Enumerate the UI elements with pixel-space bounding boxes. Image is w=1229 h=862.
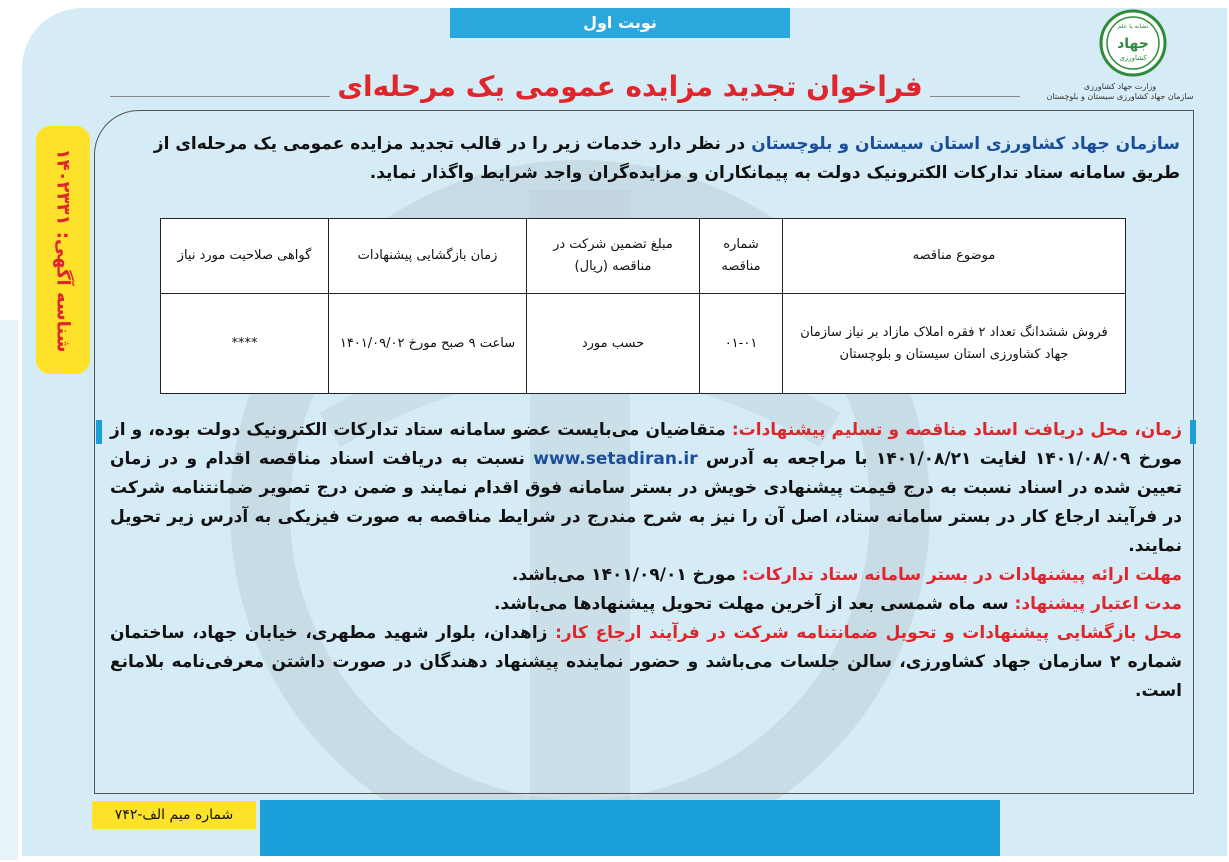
- section-marker-right: [1190, 420, 1196, 444]
- section-deadline-label: مهلت ارائه پیشنهادات در بستر سامانه ستاد تدارکات:: [741, 565, 1182, 585]
- section-opening-place-label: محل بازگشایی پیشنهادات و تحویل ضمانتنامه شرکت در فرآیند ارجاع کار:: [555, 623, 1182, 643]
- table-header-row: [161, 219, 1126, 294]
- section-documents-text-a: متقاضیان می‌بایست عضو سامانه ستاد تدارکات الکترونیک دولت بوده، و از مورخ ۱۴۰۱/۰۸/۰۹ لغایت ۱۴۰۱/۰۸/۲۱ با مراجعه به آدرس: [110, 420, 1182, 469]
- title-divider-left: [110, 96, 330, 97]
- ad-id-badge: [36, 126, 90, 374]
- intro-text: در نظر دارد خدمات زیر را در قالب تجدید مزایده عمومی یک مرحله‌ای از طریق سامانه ستاد تدارکات الکترونیک دولت به پیمانکاران و مزایده‌گران واجد شرایط واگذار نماید.: [153, 134, 1180, 183]
- table-header: گواهی صلاحیت مورد نیاز: [161, 219, 329, 294]
- left-margin-strip: [0, 320, 18, 860]
- table-cell-certificate: ****: [161, 294, 329, 394]
- logo-caption-org: سازمان جهاد کشاورزی سیستان و بلوچستان: [1046, 92, 1194, 101]
- ministry-logo: [1030, 8, 1210, 101]
- table-cell-number: ۰۱-۰۱: [700, 294, 783, 394]
- section-validity-text: سه ماه شمسی بعد از آخرین مهلت تحویل پیشنهادها می‌باشد.: [493, 594, 1015, 614]
- table-cell-subject: فروش ششدانگ تعداد ۲ فقره املاک مازاد بر نیاز سازمان جهاد کشاورزی استان سیستان و بلوچستان: [783, 294, 1126, 394]
- table-cell-opening-time: ساعت ۹ صبح مورخ ۱۴۰۱/۰۹/۰۲: [329, 294, 527, 394]
- section-documents: [110, 416, 1182, 561]
- intro-paragraph: [110, 130, 1180, 188]
- table-row: [161, 294, 1126, 394]
- ad-id-text: شناسه آگهی: ۱۴۰۲۳۳۱: [52, 148, 74, 352]
- section-validity: [110, 590, 1182, 619]
- footer-code-tag: شماره میم الف-۷۴۲: [92, 801, 256, 829]
- tender-table: [160, 218, 1126, 394]
- emblem-sub-text: کشاورزی: [1119, 54, 1147, 62]
- page-title: فراخوان تجدید مزایده عمومی یک مرحله‌ای: [337, 70, 923, 103]
- section-opening-place-text: زاهدان، بلوار شهید مطهری، خیابان جهاد، ساختمان شماره ۲ سازمان جهاد کشاورزی، سالن جلسات می‌باشد و حضور نماینده پیشنهاد دهندگان در صورت داشتن معرفی‌نامه بلامانع است.: [110, 623, 1182, 701]
- table-header: زمان بازگشایی پیشنهادات: [329, 219, 527, 294]
- footer-bar: [260, 800, 1000, 856]
- section-documents-label: زمان، محل دریافت اسناد مناقصه و تسلیم پیشنهادات:: [731, 420, 1182, 440]
- logo-caption-ministry: وزارت جهاد کشاورزی: [1083, 82, 1157, 91]
- table-header: شماره مناقصه: [700, 219, 783, 294]
- edition-tab: نوبت اول: [450, 8, 790, 38]
- section-documents-text-b: نسبت به دریافت اسناد مناقصه اقدام و در زمان تعیین شده در اسناد نسبت به درج قیمت پیشنهادی خویش در بستر سامانه فوق اقدام نمایند و ضمن درج تصویر ضمانتنامه شرکت در فرآیند ارجاع کار در بستر سامانه ستاد، اصل آن را نیز به شرح مندرج در شرایط مناقصه به صورت فیزیکی به آدرس زیر تحویل نمایند.: [110, 449, 1182, 556]
- section-opening-place: [110, 619, 1182, 706]
- section-validity-label: مدت اعتبار پیشنهاد:: [1014, 594, 1182, 614]
- section-deadline-text: مورخ ۱۴۰۱/۰۹/۰۱ می‌باشد.: [511, 565, 742, 585]
- table-header: مبلغ تضمین شرکت در مناقصه (ریال): [527, 219, 700, 294]
- section-deadline: [110, 561, 1182, 590]
- intro-org: سازمان جهاد کشاورزی استان سیستان و بلوچستان: [751, 134, 1180, 154]
- jahad-emblem-icon: [1098, 8, 1168, 78]
- emblem-top-text: نشانه یا علم: [1117, 23, 1149, 30]
- setadiran-link[interactable]: www.setadiran.ir: [533, 449, 698, 469]
- section-marker-left: [96, 420, 102, 444]
- title-divider-right: [930, 96, 1020, 97]
- table-cell-guarantee: حسب مورد: [527, 294, 700, 394]
- emblem-main-text: جهاد: [1117, 36, 1149, 52]
- table-header: موضوع مناقصه: [783, 219, 1126, 294]
- details-section: [110, 416, 1182, 706]
